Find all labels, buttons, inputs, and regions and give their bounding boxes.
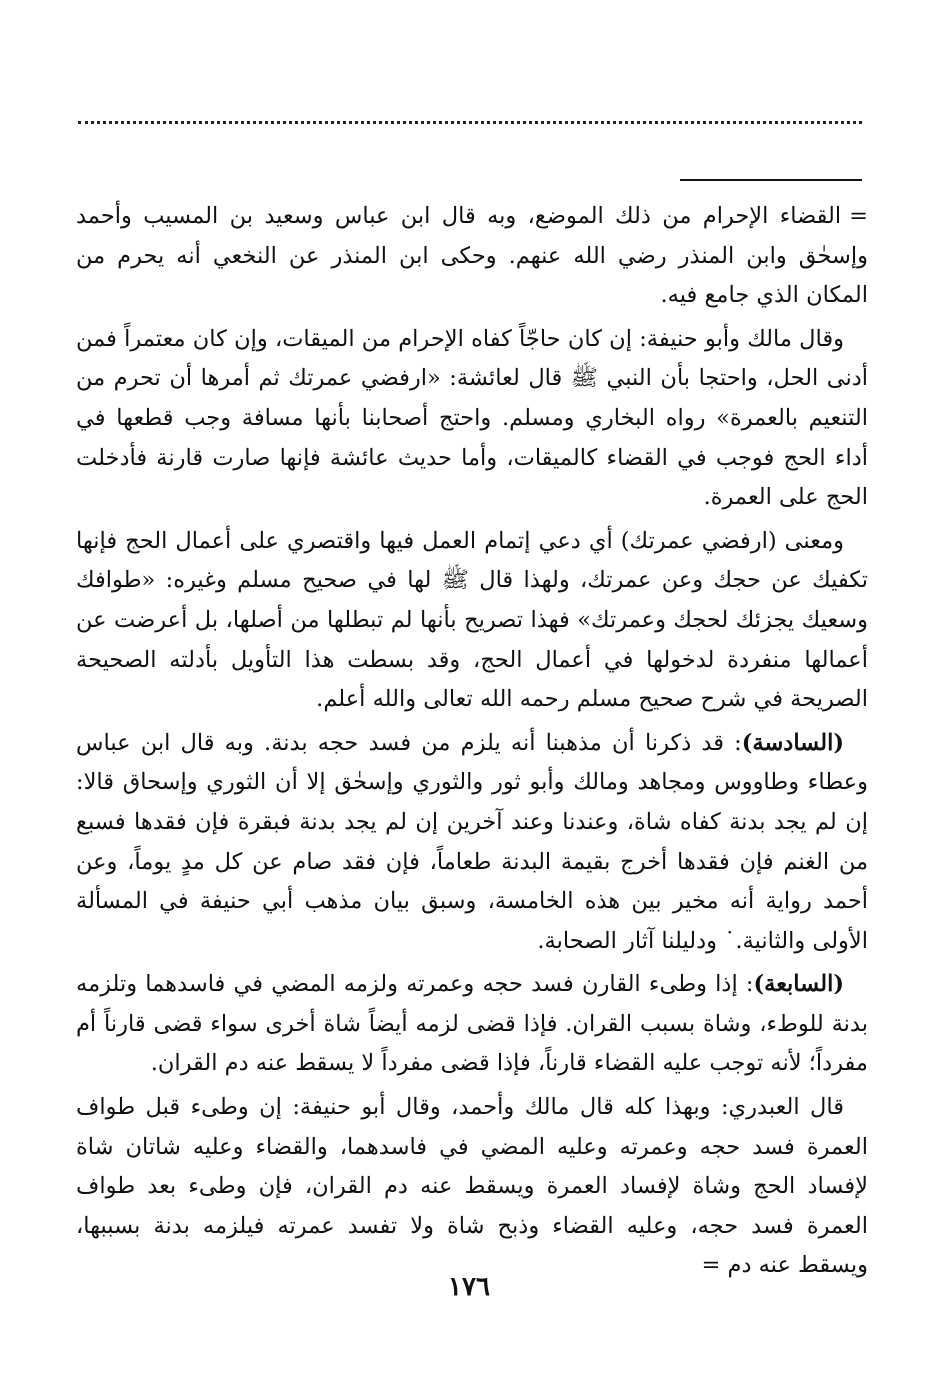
paragraph-5	[76, 965, 868, 1084]
paragraph-1	[76, 197, 868, 316]
paragraph-text: : إذا وطىء القارن فسد حجه وعمرته ولزمه المضي في فاسدهما وتلزمه بدنة للوطء، وشاة بسبب القران. فإذا قضى لزمه أيضاً شاة أخرى سواء قضى قارناً أم مفرداً؛ لأنه توجب عليه القضاء قارناً، فإذا قضى مفرداً لا يسقط عنه دم القران.	[76, 971, 868, 1077]
section-heading-sixth: (السادسة)	[741, 729, 844, 756]
paragraph-text: ومعنى (ارفضي عمرتك) أي دعي إتمام العمل فيها واقتصري على أعمال الحج فإنها تكفيك عن حجك وعن عمرتك، ولهذا قال ﷺ لها في صحيح مسلم وغيره: «طوافك وسعيك يجزئك لحجك وعمرتك» فهذا تصريح بأنها لم تبطلها من أصلها، بل أعرضت عن أعمالها منفردة لدخولها في أعمال الحج، وقد بسطت هذا التأويل بأدلته الصحيحة الصريحة في شرح صحيح مسلم رحمه الله تعالى والله أعلم.	[76, 527, 868, 713]
footnote-separator-rule	[680, 179, 862, 181]
body-text	[76, 197, 868, 1290]
paragraph-6	[76, 1088, 868, 1286]
paragraph-text: القضاء الإحرام من ذلك الموضع، وبه قال ابن عباس وسعيد بن المسيب وأحمد وإسحٰق وابن المنذر رضي الله عنهم. وحكى ابن المنذر عن النخعي أنه يحرم من المكان الذي جامع فيه.	[76, 203, 868, 309]
paragraph-text: : قد ذكرنا أن مذهبنا أنه يلزم من فسد حجه بدنة. وبه قال ابن عباس وعطاء وطاووس ومجاهد ومالك وأبو ثور والثوري وإسحٰق إلا أن الثوري وإسحاق قالا: إن لم يجد بدنة كفاه شاة، وعندنا وعند آخرين إن لم يجد بدنة فبقرة فإن فقدها فسبع من الغنم فإن فقدها أخرج بقيمة البدنة طعاماً، فإن فقد صام عن كل مدٍ يوماً، وعن أحمد رواية أنه مخير بين هذه الخامسة، وسبق بيان مذهب أبي حنيفة في المسألة الأولى والثانية.˙ ودليلنا آثار الصحابة.	[76, 729, 868, 954]
continuation-mark-end: =	[701, 1252, 721, 1279]
paragraph-2	[76, 320, 868, 518]
section-heading-seventh: (السابعة)	[753, 971, 844, 998]
dotted-separator	[78, 121, 862, 124]
paragraph-4	[76, 724, 868, 962]
page-number: ١٧٦	[448, 1272, 490, 1302]
paragraph-text: قال العبدري: وبهذا كله قال مالك وأحمد، وقال أبو حنيفة: إن وطىء قبل طواف العمرة فسد حجه وعمرته وعليه المضي في فاسدهما، والقضاء وعليه شاتان شاة لإفساد الحج وشاة لإفساد العمرة ويسقط عنه دم القران، فإن وطىء بعد طواف العمرة فسد حجه، وعليه القضاء وذبح شاة ولا تفسد عمرته فيلزمه بدنة بسببها، ويسقط عنه دم	[76, 1094, 868, 1279]
paragraph-text: وقال مالك وأبو حنيفة: إن كان حاجّاً كفاه الإحرام من الميقات، وإن كان معتمراً فمن أدنى الحل، واحتجا بأن النبي ﷺ قال لعائشة: «ارفضي عمرتك ثم أمرها أن تحرم من التنعيم بالعمرة» رواه البخاري ومسلم. واحتج أصحابنا بأنها مسافة وجب قطعها في أداء الحج فوجب في القضاء كالميقات، وأما حديث عائشة فإنها صارت قارنة فأدخلت الحج على العمرة.	[76, 325, 868, 511]
paragraph-3	[76, 522, 868, 720]
continuation-mark-start: =	[849, 203, 868, 229]
